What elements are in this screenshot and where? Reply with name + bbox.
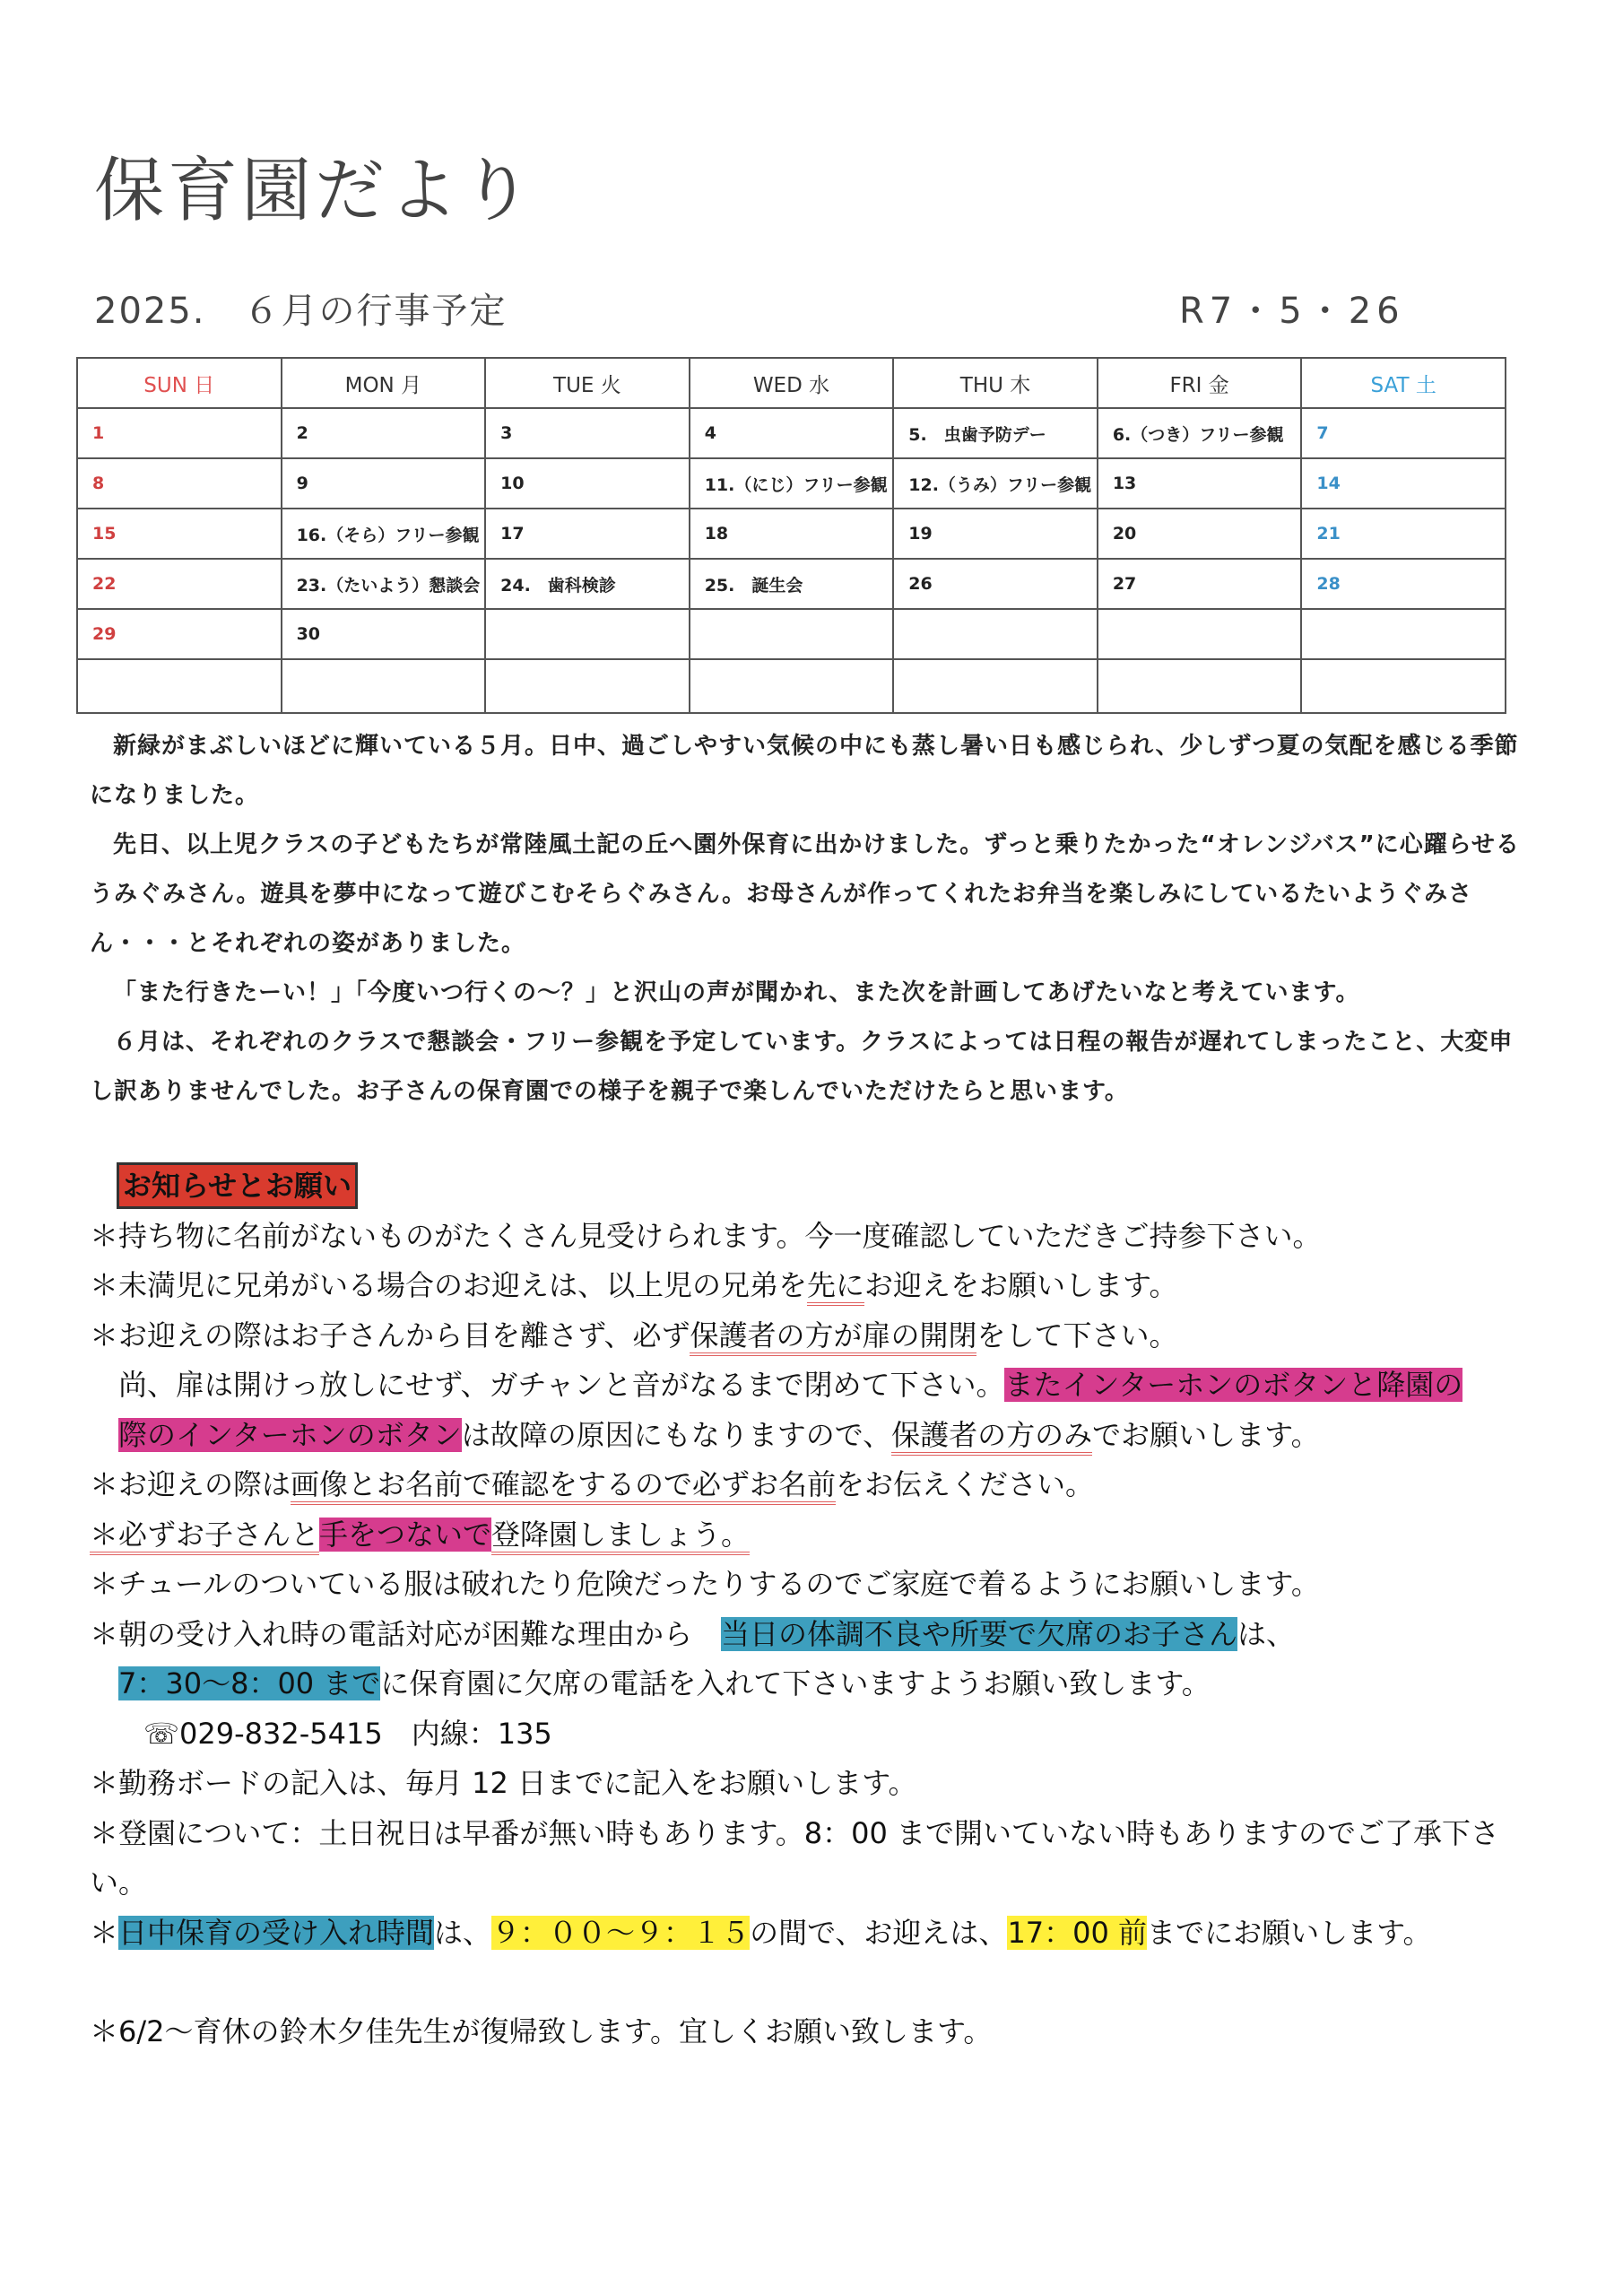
notice-item [90, 1261, 1542, 1311]
calendar-day: 30 [282, 609, 486, 659]
calendar-day: 21 [1301, 509, 1506, 559]
notice-item [90, 1311, 1542, 1361]
notice-section [90, 1161, 1542, 2057]
weekday-mon: MON 月 [282, 358, 486, 408]
calendar-day [1301, 609, 1506, 659]
underlined-text: ＊必ずお子さんと [90, 1518, 319, 1555]
calendar-day [1301, 659, 1506, 713]
calendar-day: 12.（うみ）フリー参観 [893, 458, 1098, 509]
calendar-day: 22 [77, 559, 282, 609]
pink-highlight: 手をつないで [319, 1517, 492, 1552]
intro-paragraph: ６月は、それぞれのクラスで懇談会・フリー参観を予定しています。クラスによっては日程の報告が遅れてしまったこと、大変申し訳ありませんでした。お子さんの保育園での様子を親子で楽しんでいただけたらと思います。 [90, 1029, 1514, 1105]
event-calendar [76, 357, 1506, 714]
calendar-day: 16.（そら）フリー参観 [282, 509, 486, 559]
blue-highlight: 当日の体調不良や所要で欠席のお子さん [721, 1616, 1238, 1651]
yellow-highlight: ９：００～９：１５ [491, 1915, 751, 1950]
calendar-day [77, 659, 282, 713]
notice-text: の間で、お迎えは、 [750, 1915, 1008, 1950]
notice-text: までにお願いします。 [1147, 1915, 1432, 1950]
calendar-week [77, 408, 1506, 458]
calendar-day: 25. 誕生会 [690, 559, 894, 609]
calendar-day [1098, 659, 1302, 713]
calendar-day: 19 [893, 509, 1098, 559]
calendar-day: 5. 虫歯予防デー [893, 408, 1098, 458]
notice-item [90, 1361, 1542, 1460]
calendar-week [77, 559, 1506, 609]
intro-text [90, 722, 1533, 1117]
calendar-day: 17 [485, 509, 690, 559]
notice-text: をお伝えください。 [836, 1467, 1095, 1501]
calendar-day [282, 659, 486, 713]
notice-text: 尚、扉は開けっ放しにせず、ガチャンと音がなるまで閉めて下さい。 [118, 1368, 1005, 1402]
weekday-wed: WED 水 [690, 358, 894, 408]
notice-item: ＊登園について：土日祝日は早番が無い時もあります。8：00 まで開いていない時もありますのでご了承下さい。 [90, 1815, 1500, 1900]
underlined-text: 保護者の方のみ [891, 1418, 1092, 1456]
calendar-day: 4 [690, 408, 894, 458]
notice-item [90, 1610, 1542, 1660]
calendar-week [77, 458, 1506, 509]
calendar-day: 7 [1301, 408, 1506, 458]
issue-date: R7・5・26 [1179, 291, 1405, 332]
notice-text: でお願いします。 [1092, 1417, 1320, 1452]
underlined-text: 先に [807, 1268, 864, 1306]
calendar-day: 27 [1098, 559, 1302, 609]
calendar-week [77, 659, 1506, 713]
intro-paragraph: 新緑がまぶしいほどに輝いている５月。日中、過ごしやすい気候の中にも蒸し暑い日も感じられ、少しずつ夏の気配を感じる季節になりました。 [90, 733, 1519, 809]
calendar-day [690, 609, 894, 659]
calendar-day: 24. 歯科検診 [485, 559, 690, 609]
calendar-day: 14 [1301, 458, 1506, 509]
weekday-sun: SUN 日 [77, 358, 282, 408]
weekday-tue: TUE 火 [485, 358, 690, 408]
notice-item [90, 1460, 1542, 1510]
calendar-day [485, 659, 690, 713]
calendar-day [1098, 609, 1302, 659]
calendar-day: 11.（にじ）フリー参観 [690, 458, 894, 509]
calendar-day: 23.（たいよう）懇談会 [282, 559, 486, 609]
underlined-text: 保護者の方が扉の開閉 [690, 1318, 976, 1356]
intro-paragraph: 「また行きたーい！」「今度いつ行くの～？」と沢山の声が聞かれ、また次を計画してあげたいなと考えています。 [113, 979, 1360, 1006]
page-title: 保育園だより [94, 151, 536, 231]
notice-text: をして下さい。 [976, 1318, 1178, 1352]
underlined-text: 登降園しましょう。 [491, 1518, 750, 1555]
notice-text: ＊未満児に兄弟がいる場合のお迎えは、以上児の兄弟を [90, 1268, 808, 1302]
pink-highlight: 際のインターホンのボタン [118, 1417, 462, 1452]
notice-text: は、 [434, 1915, 492, 1950]
notice-item: ＊チュールのついている服は破れたり危険だったりするのでご家庭で着るようにお願いします。 [90, 1567, 1320, 1601]
calendar-header-row [77, 358, 1506, 408]
calendar-day: 28 [1301, 559, 1506, 609]
calendar-week [77, 509, 1506, 559]
underlined-text: 画像とお名前で確認をするので必ずお名前 [291, 1467, 836, 1505]
calendar-day: 20 [1098, 509, 1302, 559]
notice-item: ＊勤務ボードの記入は、毎月 12 日までに記入をお願いします。 [90, 1766, 917, 1800]
notice-text: は、 [1237, 1616, 1296, 1651]
blue-highlight: 日中保育の受け入れ時間 [118, 1915, 435, 1950]
notice-item: ＊持ち物に名前がないものがたくさん見受けられます。今一度確認していただきご持参下さい。 [90, 1218, 1322, 1253]
yellow-highlight: 17：00 前 [1007, 1915, 1148, 1950]
calendar-day: 2 [282, 408, 486, 458]
calendar-week [77, 609, 1506, 659]
notice-item [90, 1659, 1542, 1709]
blue-highlight: 7：30～8：00 まで [118, 1666, 381, 1700]
notice-text: ＊お迎えの際は [90, 1467, 291, 1501]
calendar-day: 8 [77, 458, 282, 509]
calendar-day [893, 659, 1098, 713]
notice-text: お迎えをお願いします。 [864, 1268, 1178, 1302]
calendar-day [690, 659, 894, 713]
notice-item [90, 1510, 1542, 1561]
calendar-day: 1 [77, 408, 282, 458]
weekday-sat: SAT 土 [1301, 358, 1506, 408]
calendar-day: 3 [485, 408, 690, 458]
calendar-day: 26 [893, 559, 1098, 609]
calendar-day [893, 609, 1098, 659]
weekday-fri: FRI 金 [1098, 358, 1302, 408]
calendar-day: 6.（つき）フリー参観 [1098, 408, 1302, 458]
calendar-day: 15 [77, 509, 282, 559]
phone-number: ☏029-832-5415 内線：135 [143, 1716, 552, 1751]
schedule-subtitle: 2025. ６月の行事予定 [94, 291, 508, 332]
notice-item [90, 1909, 1542, 1959]
calendar-day: 29 [77, 609, 282, 659]
notice-text: ＊お迎えの際はお子さんから目を離さず、必ず [90, 1318, 690, 1352]
calendar-day: 9 [282, 458, 486, 509]
calendar-day: 18 [690, 509, 894, 559]
calendar-day [485, 609, 690, 659]
notice-item: ＊6/2～育休の鈴木夕佳先生が復帰致します。宜しくお願い致します。 [90, 2014, 993, 2048]
calendar-day: 13 [1098, 458, 1302, 509]
notice-text: ＊ [90, 1915, 119, 1950]
weekday-thu: THU 木 [893, 358, 1098, 408]
notice-text: ＊朝の受け入れ時の電話対応が困難な理由から [90, 1616, 722, 1651]
notice-text: に保育園に欠席の電話を入れて下さいますようお願い致します。 [380, 1666, 1211, 1700]
pink-highlight: またインターホンのボタンと降園の [1004, 1368, 1463, 1402]
calendar-day: 10 [485, 458, 690, 509]
notice-heading: お知らせとお願い [117, 1162, 358, 1209]
notice-text: は故障の原因にもなりますので、 [461, 1417, 892, 1452]
intro-paragraph: 先日、以上児クラスの子どもたちが常陸風土記の丘へ園外保育に出かけました。ずっと乗りたかった“オレンジバス”に心躍らせるうみぐみさん。遊具を夢中になって遊びこむそらぐみさん。お母さんが作ってくれたお弁当を楽しみにしているたいようぐみさん・・・とそれぞれの姿がありました。 [90, 831, 1520, 957]
